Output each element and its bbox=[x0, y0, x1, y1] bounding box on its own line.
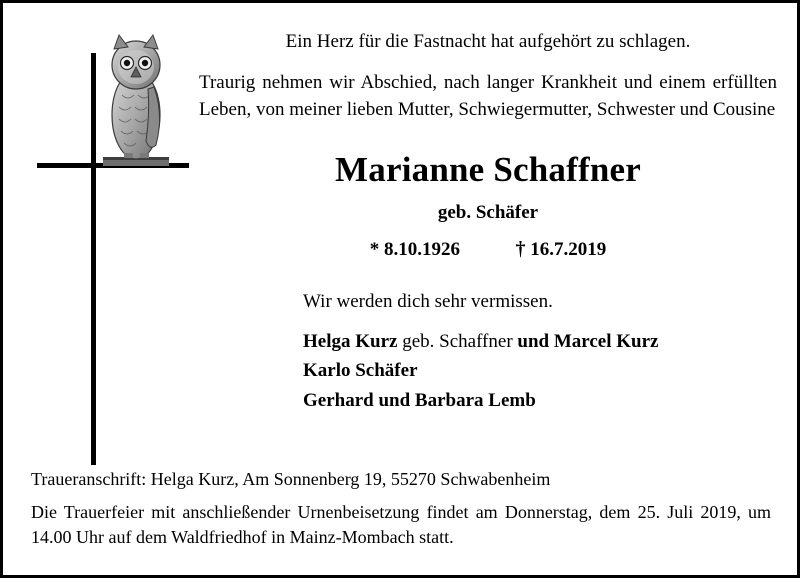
birth-date: 8.10.1926 bbox=[384, 238, 460, 260]
mourner-name-bold-2: und Marcel Kurz bbox=[517, 330, 659, 352]
death-symbol: † bbox=[515, 237, 526, 260]
intro-text: Traurig nehmen wir Abschied, nach langer Krankheit und einem erfüllten Leben, von meiner lieben Mutter, Schwiegermutter, Schwester und Cousine bbox=[199, 71, 777, 121]
ceremony-note: Die Trauerfeier mit anschließender Urnenbeisetzung findet am Donnerstag, dem 25. Juli 2019, um 14.00 Uhr auf dem Waldfriedhof in Mainz-Mombach statt. bbox=[31, 502, 771, 548]
cross-icon bbox=[91, 53, 96, 465]
mourner-name-bold: Karlo Schäfer bbox=[303, 360, 418, 382]
mourner-name-bold: Gerhard und Barbara Lemb bbox=[303, 389, 536, 411]
mourners-list bbox=[199, 327, 777, 415]
birth-symbol: * bbox=[369, 238, 380, 260]
mourner-relation: geb. Schaffner bbox=[397, 330, 518, 352]
footer-block bbox=[31, 469, 771, 550]
deceased-name: Marianne Schaffner bbox=[335, 149, 641, 189]
owl-icon bbox=[97, 33, 175, 169]
lead-line: Ein Herz für die Fastnacht hat aufgehört zu schlagen. bbox=[285, 31, 691, 52]
life-dates bbox=[199, 238, 777, 261]
mourner-name-bold: Helga Kurz bbox=[303, 330, 398, 352]
notice-content bbox=[199, 29, 777, 415]
mourning-address: Traueranschrift: Helga Kurz, Am Sonnenberg 19, 55270 Schwabenheim bbox=[31, 469, 551, 489]
list-item bbox=[303, 327, 777, 356]
list-item bbox=[303, 356, 777, 385]
death-date: 16.7.2019 bbox=[530, 238, 607, 260]
maiden-name: geb. Schäfer bbox=[437, 201, 539, 223]
emblem-group bbox=[29, 33, 189, 463]
farewell-line: Wir werden dich sehr vermissen. bbox=[303, 290, 553, 312]
list-item bbox=[303, 386, 777, 415]
